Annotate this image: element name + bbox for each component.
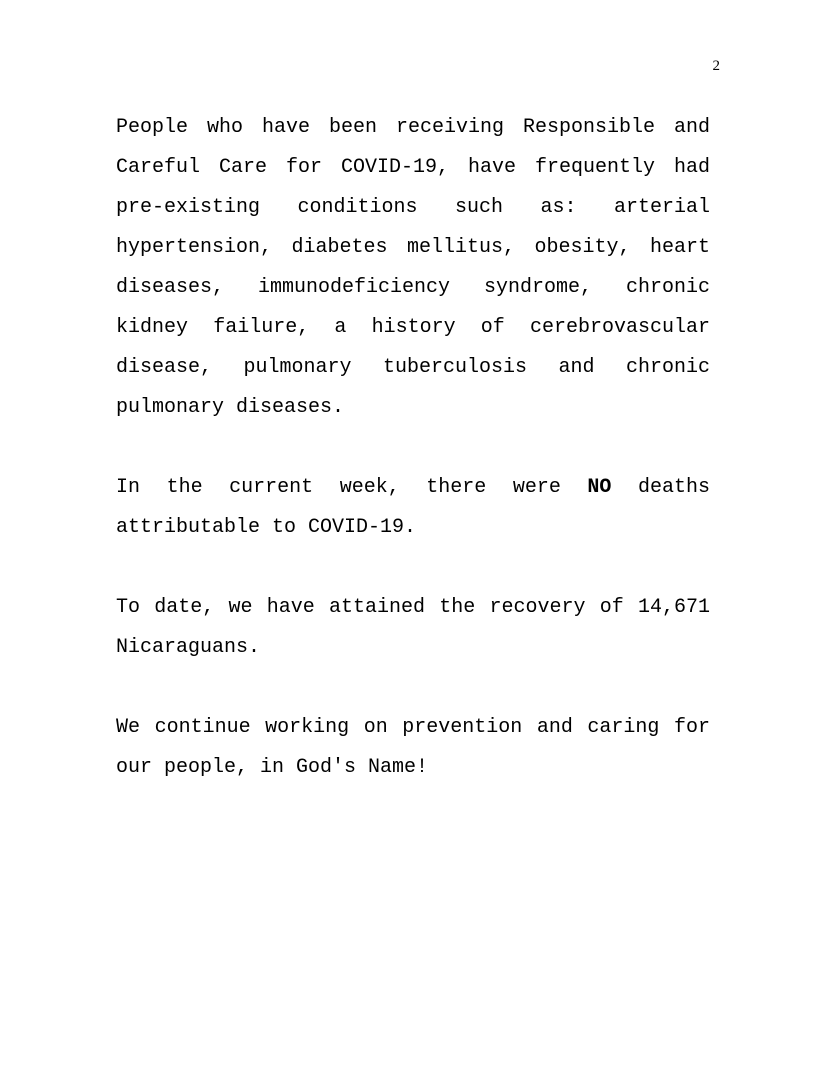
document-body [116,108,710,788]
paragraph-deaths-end: deaths attributable to COVID-19. [116,476,711,539]
paragraph-deaths-start: In the current week, there were [116,476,588,499]
paragraph-preexisting-conditions: People who have been receiving Responsible and Careful Care for COVID-19, have frequently had pre-existing conditions such as: arterial hypertension, diabetes mellitus, obesity, heart diseases, immunodeficiency syndrome, chronic kidney failure, a history of cerebrovascular disease, pulmonary tuberculosis and chronic pulmonary diseases. [116,116,710,419]
paragraph-deaths [116,468,710,548]
page-number: 2 [712,58,720,74]
emphasis-no: NO [587,476,612,499]
paragraph-recoveries: To date, we have attained the recovery of 14,671 Nicaraguans. [116,596,710,659]
paragraph-closing: We continue working on prevention and caring for our people, in God's Name! [116,716,710,779]
